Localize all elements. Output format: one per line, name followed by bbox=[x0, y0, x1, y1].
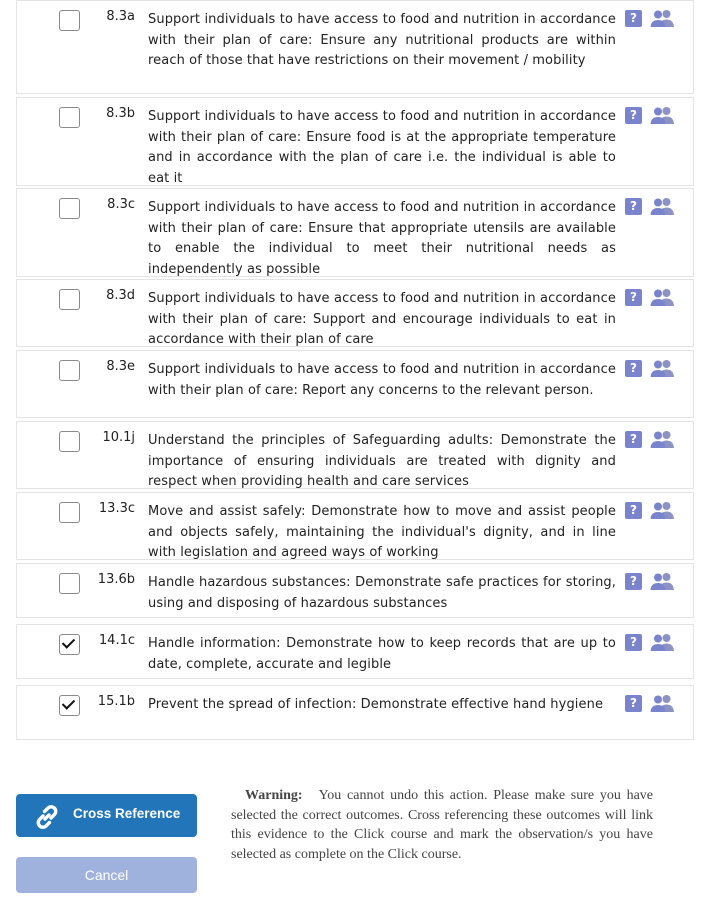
cross-reference-label: Cross Reference bbox=[73, 806, 181, 821]
outcome-text: Support individuals to have access to food and nutrition in accordance with their plan of care: Ensure that appropriate utensils are available to enable the individual to meet their nutritional needs as independently as possible bbox=[148, 200, 616, 277]
outcome-checkbox[interactable] bbox=[59, 107, 80, 128]
outcome-checkbox[interactable] bbox=[59, 198, 80, 219]
outcome-checkbox[interactable] bbox=[59, 573, 80, 594]
outcome-code: 14.1c bbox=[98, 633, 135, 648]
cross-reference-button[interactable] bbox=[16, 794, 197, 837]
outcome-row bbox=[16, 563, 694, 618]
warning-label: Warning: bbox=[245, 788, 303, 803]
people-icon[interactable] bbox=[650, 633, 675, 652]
help-icon[interactable]: ? bbox=[625, 431, 642, 448]
outcome-row bbox=[16, 0, 694, 94]
outcome-text: Support individuals to have access to food and nutrition in accordance with their plan of care: Report any concerns to the relevant person. bbox=[148, 362, 616, 398]
outcome-checkbox[interactable] bbox=[59, 695, 80, 716]
outcome-text: Support individuals to have access to food and nutrition in accordance with their plan of care: Ensure any nutritional products are within reach of those that have restrictions on their movement / mobility bbox=[148, 12, 616, 68]
outcome-code: 8.3d bbox=[106, 288, 135, 303]
outcome-text: Handle information: Demonstrate how to keep records that are up to date, complete, accurate and legible bbox=[148, 636, 616, 672]
people-icon[interactable] bbox=[650, 694, 675, 713]
help-icon[interactable]: ? bbox=[625, 198, 642, 215]
help-icon[interactable]: ? bbox=[625, 107, 642, 124]
warning-text: You cannot undo this action. Please make sure you have selected the correct outcomes. Cross referencing these outcomes will link this evidence to the Click course and mark the observation/s you have selected as complete on the Click course. bbox=[231, 788, 653, 862]
help-icon[interactable]: ? bbox=[625, 360, 642, 377]
outcome-checkbox[interactable] bbox=[59, 10, 80, 31]
people-icon[interactable] bbox=[650, 430, 675, 449]
people-icon[interactable] bbox=[650, 288, 675, 307]
people-icon[interactable] bbox=[650, 572, 675, 591]
outcome-text: Support individuals to have access to food and nutrition in accordance with their plan of care: Support and encourage individuals to eat in accordance with their plan of care bbox=[148, 291, 616, 347]
people-icon[interactable] bbox=[650, 106, 675, 125]
outcome-code: 15.1b bbox=[97, 694, 135, 709]
outcome-code: 8.3c bbox=[107, 197, 135, 212]
outcome-row bbox=[16, 624, 694, 679]
outcome-checkbox[interactable] bbox=[59, 431, 80, 452]
outcome-checkbox[interactable] bbox=[59, 502, 80, 523]
outcome-row bbox=[16, 492, 694, 560]
people-icon[interactable] bbox=[650, 9, 675, 28]
outcome-text: Prevent the spread of infection: Demonstrate effective hand hygiene bbox=[148, 697, 604, 712]
outcome-row bbox=[16, 188, 694, 277]
outcome-row bbox=[16, 685, 694, 740]
outcome-row bbox=[16, 279, 694, 347]
outcome-row bbox=[16, 97, 694, 186]
people-icon[interactable] bbox=[650, 359, 675, 378]
outcome-checkbox[interactable] bbox=[59, 289, 80, 310]
help-icon[interactable]: ? bbox=[625, 634, 642, 651]
outcome-row bbox=[16, 421, 694, 489]
outcome-code: 8.3b bbox=[106, 106, 135, 121]
link-icon bbox=[32, 802, 62, 832]
people-icon[interactable] bbox=[650, 197, 675, 216]
help-icon[interactable]: ? bbox=[625, 289, 642, 306]
outcome-checkbox[interactable] bbox=[59, 634, 80, 655]
cancel-button[interactable]: Cancel bbox=[16, 857, 197, 893]
help-icon[interactable]: ? bbox=[625, 695, 642, 712]
outcome-checkbox[interactable] bbox=[59, 360, 80, 381]
outcome-code: 10.1j bbox=[102, 430, 135, 445]
outcome-text: Handle hazardous substances: Demonstrate safe practices for storing, using and disposing of hazardous substances bbox=[148, 575, 616, 611]
outcome-code: 8.3a bbox=[106, 9, 135, 24]
outcome-text: Understand the principles of Safeguarding adults: Demonstrate the importance of ensuring individuals are treated with dignity and respect when providing health and care services bbox=[148, 433, 616, 489]
help-icon[interactable]: ? bbox=[625, 573, 642, 590]
warning-message bbox=[231, 786, 653, 864]
people-icon[interactable] bbox=[650, 501, 675, 520]
help-icon[interactable]: ? bbox=[625, 502, 642, 519]
outcome-text: Move and assist safely: Demonstrate how to move and assist people and objects safely, maintaining the individual's dignity, and in line with legislation and agreed ways of working bbox=[148, 504, 616, 560]
outcome-code: 13.6b bbox=[97, 572, 135, 587]
outcome-code: 8.3e bbox=[106, 359, 135, 374]
outcome-text: Support individuals to have access to food and nutrition in accordance with their plan of care: Ensure food is at the appropriate temperature and in accordance with the plan of care i.e. the individual is able to eat it bbox=[148, 109, 616, 186]
outcome-row bbox=[16, 350, 694, 418]
help-icon[interactable]: ? bbox=[625, 10, 642, 27]
outcome-code: 13.3c bbox=[98, 501, 135, 516]
